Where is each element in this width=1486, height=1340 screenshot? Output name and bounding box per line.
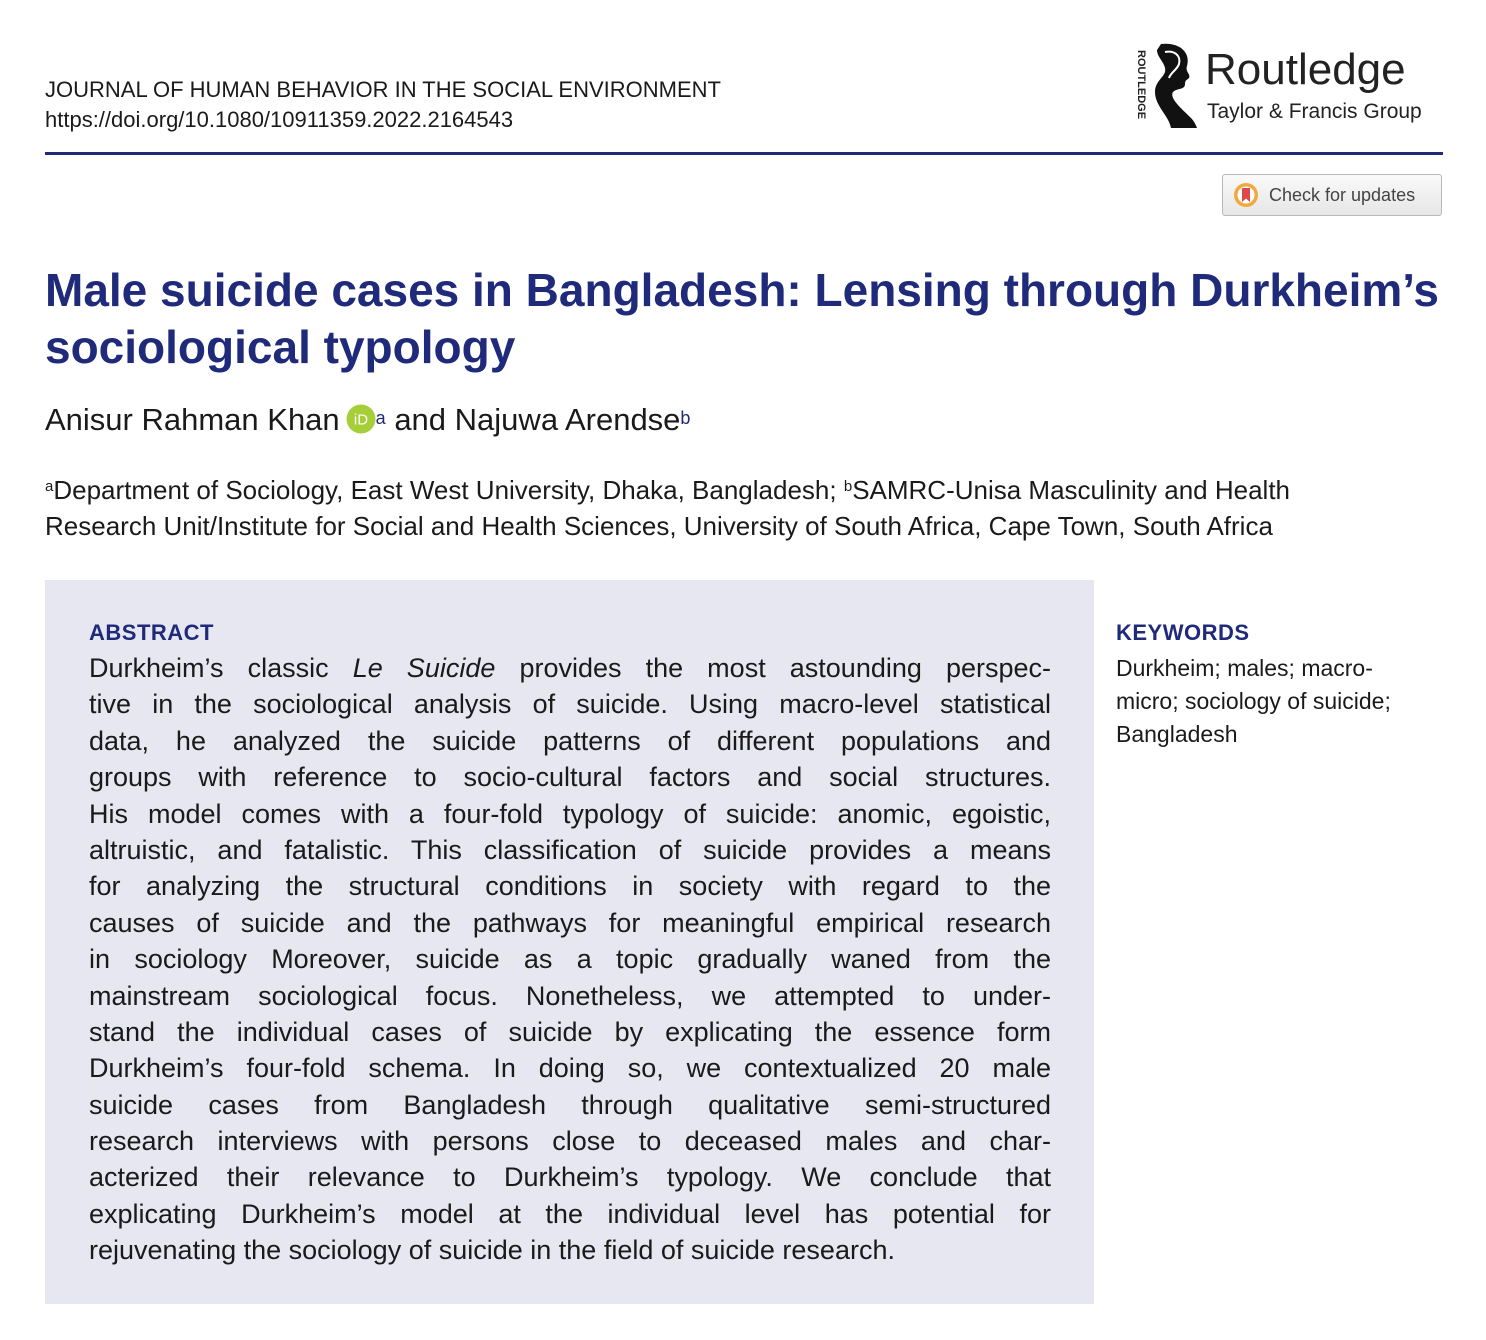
crossmark-icon (1233, 182, 1259, 208)
abstract-heading: ABSTRACT (89, 620, 214, 645)
affiliations (45, 472, 1455, 544)
abstract-line: mainstream sociological focus. Nonetheless, we attempted to under- (89, 980, 1051, 1011)
abstract-line: in sociology Moreover, suicide as a topic gradually waned from the (89, 944, 1051, 975)
abstract-line: altruistic, and fatalistic. This classification of suicide provides a means (89, 834, 1051, 865)
routledge-logo[interactable] (1125, 40, 1445, 130)
author-connector: and (394, 402, 447, 437)
abstract-line: Durkheim’s classic Le Suicide provides the most astounding perspec- (89, 653, 1051, 683)
orcid-icon[interactable] (346, 404, 376, 434)
routledge-profile-icon (1147, 42, 1199, 130)
keywords-line: micro; sociology of suicide; (1116, 688, 1391, 714)
author-affil-marker: a (375, 408, 386, 428)
journal-header (45, 75, 721, 135)
affiliation-b-part1: SAMRC-Unisa Masculinity and Health (852, 475, 1291, 505)
article-title: Male suicide cases in Bangladesh: Lensing through Durkheim’s sociological typology (45, 264, 1439, 373)
publisher-name: Routledge (1205, 45, 1406, 94)
header-rule (45, 152, 1443, 155)
author-affil-marker: b (680, 408, 691, 428)
svg-text:iD: iD (353, 411, 368, 429)
logo-vertical-text: ROUTLEDGE (1135, 50, 1147, 120)
abstract-line: explicating Durkheim’s model at the individual level has potential for (89, 1198, 1051, 1229)
journal-name: JOURNAL OF HUMAN BEHAVIOR IN THE SOCIAL ENVIRONMENT (45, 77, 721, 102)
abstract-text (89, 650, 1051, 1269)
abstract-line: for analyzing the structural conditions in society with regard to the (89, 871, 1051, 902)
abstract-line: causes of suicide and the pathways for meaningful empirical research (89, 907, 1051, 938)
abstract-line: data, he analyzed the suicide patterns of different populations and (89, 725, 1051, 756)
author-list (45, 400, 690, 440)
abstract-line: groups with reference to socio-cultural factors and social structures. (89, 762, 1051, 793)
abstract-line: acterized their relevance to Durkheim’s typology. We conclude that (89, 1162, 1051, 1193)
check-for-updates-label: Check for updates (1269, 184, 1416, 205)
abstract-line: research interviews with persons close to deceased males and char- (89, 1126, 1051, 1157)
abstract-line: Durkheim’s four-fold schema. In doing so, we contextualized 20 male (89, 1053, 1051, 1084)
keywords-line: Bangladesh (1116, 721, 1238, 747)
affiliation-a: Department of Sociology, East West University, Dhaka, Bangladesh; (53, 475, 837, 505)
abstract-line: rejuvenating the sociology of suicide in the field of suicide research. (89, 1235, 895, 1266)
abstract-italic-title: Le Suicide (352, 653, 496, 683)
author-name[interactable]: Najuwa Arendse (454, 402, 681, 437)
abstract-line: stand the individual cases of suicide by explicating the essence form (89, 1016, 1051, 1047)
author-name[interactable]: Anisur Rahman Khan (45, 402, 340, 437)
check-for-updates-button[interactable] (1222, 174, 1442, 216)
abstract-line: suicide cases from Bangladesh through qualitative semi-structured (89, 1089, 1051, 1120)
keywords-line: Durkheim; males; macro- (1116, 655, 1373, 681)
abstract-line: His model comes with a four-fold typology of suicide: anomic, egoistic, (89, 798, 1051, 829)
affil-marker-a: a (45, 478, 54, 495)
publisher-group: Taylor & Francis Group (1207, 100, 1422, 123)
keywords-heading: KEYWORDS (1116, 620, 1250, 645)
keywords-list (1116, 652, 1446, 751)
affiliation-line (45, 472, 1455, 508)
affil-marker-b: b (843, 478, 853, 495)
abstract-line: tive in the sociological analysis of suicide. Using macro-level statistical (89, 689, 1051, 720)
affiliation-b-part2: Research Unit/Institute for Social and Health Sciences, University of South Africa, Cape Town, South Africa (45, 511, 1273, 541)
doi-link[interactable]: https://doi.org/10.1080/10911359.2022.2164543 (45, 107, 514, 132)
